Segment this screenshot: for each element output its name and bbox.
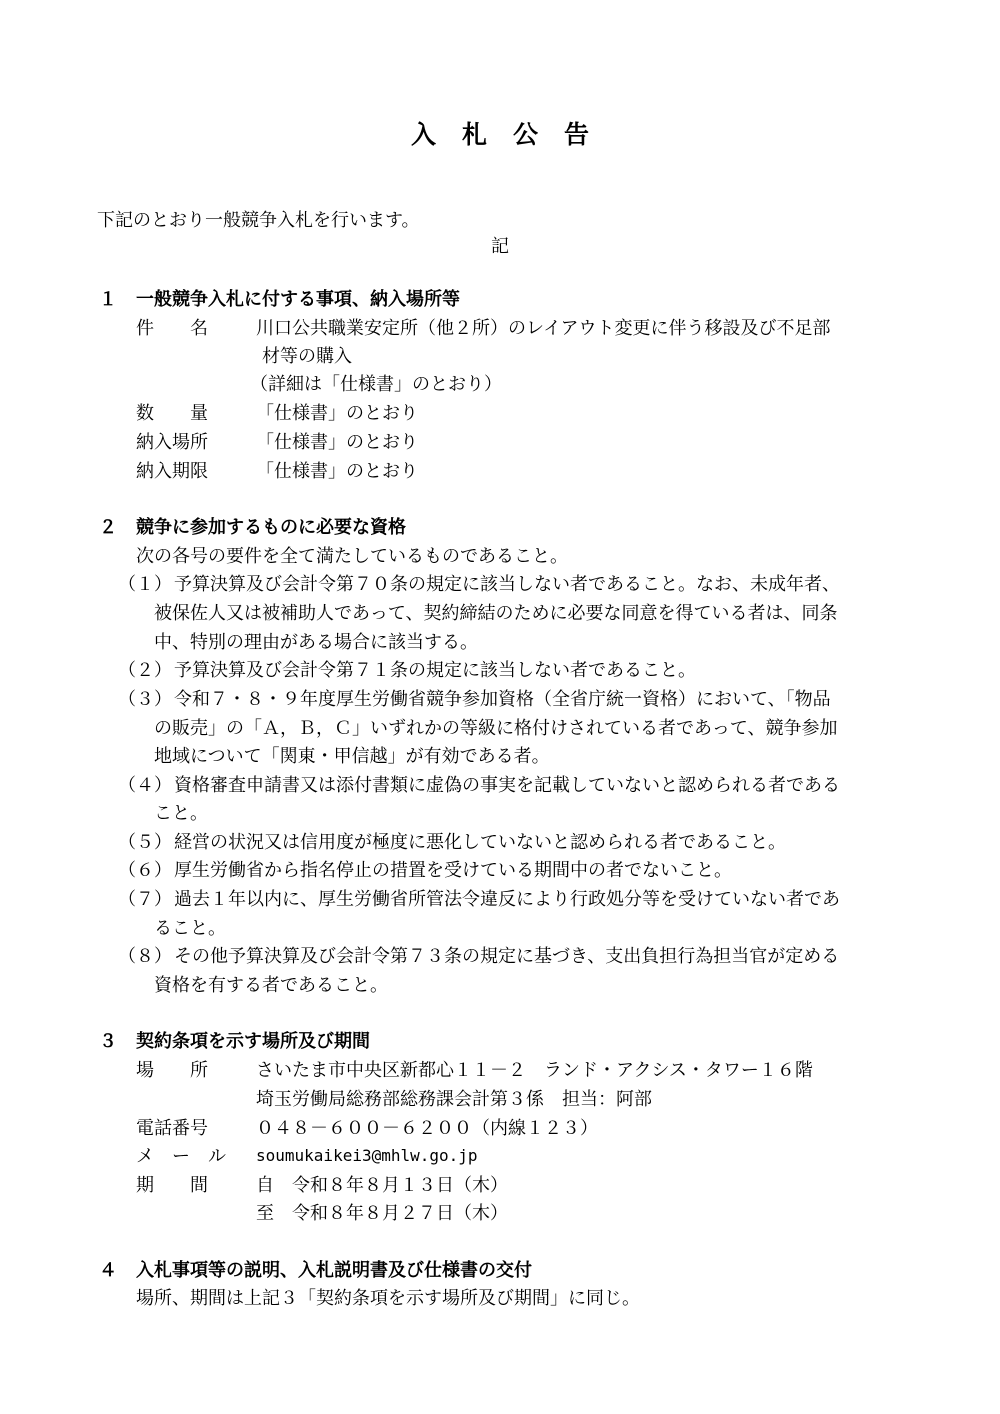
requirement-2-line1: 予算決算及び会計令第７１条の規定に該当しない者であること。 [174,660,696,681]
section-3-heading: 契約条項を示す場所及び期間 [136,1031,370,1052]
requirement-1-line3: 中、特別の理由がある場合に該当する。 [154,632,478,653]
requirement-8-line1: その他予算決算及び会計令第７３条の規定に基づき、支出負担行為担当官が定める [174,946,840,967]
item-name-value-line1: 川口公共職業安定所（他２所）のレイアウト変更に伴う移設及び不足部 [256,318,831,339]
delivery-place-value: 「仕様書」のとおり [256,432,418,453]
requirement-1-line2: 被保佐人又は被補助人であって、契約締結のために必要な同意を得ている者は、同条 [154,603,838,624]
email-label: メ ー ル [136,1146,226,1167]
quantity-label: 数 量 [136,403,208,424]
requirement-8-line2: 資格を有する者であること。 [154,975,388,996]
section-2-heading: 競争に参加するものに必要な資格 [136,517,406,538]
contract-place-value-line2: 埼玉労働局総務部総務課会計第３係 担当：阿部 [256,1089,652,1110]
period-to: 至 令和８年８月２７日（木） [256,1203,508,1224]
requirement-2-mark: （２） [118,660,172,681]
phone-label: 電話番号 [136,1118,208,1139]
period-label: 期 間 [136,1175,208,1196]
requirement-5-line1: 経営の状況又は信用度が極度に悪化していないと認められる者であること。 [174,832,786,853]
requirement-3-mark: （３） [118,689,172,710]
requirement-8-mark: （８） [118,946,172,967]
requirement-7-mark: （７） [118,889,172,910]
contract-place-value-line1: さいたま市中央区新都心１１－２ ランド・アクシス・タワー１６階 [256,1060,813,1081]
section-1-heading: 一般競争入札に付する事項、納入場所等 [136,289,460,310]
section-1-number: １ [99,289,117,310]
section-4-body: 場所、期間は上記３「契約条項を示す場所及び期間」に同じ。 [136,1288,640,1309]
delivery-place-label: 納入場所 [136,432,208,453]
ki-mark: 記 [491,236,509,257]
requirement-4-mark: （４） [118,775,172,796]
requirement-3-line1: 令和７・８・９年度厚生労働省競争参加資格（全省庁統一資格）において、「物品 [174,689,831,710]
requirement-7-line1: 過去１年以内に、厚生労働省所管法令違反により行政処分等を受けていない者であ [174,889,840,910]
phone-value: ０４８－６００－６２００（内線１２３） [256,1118,598,1139]
delivery-deadline-value: 「仕様書」のとおり [256,461,418,482]
item-name-value-line3: （詳細は「仕様書」のとおり） [250,374,502,395]
requirement-6-line1: 厚生労働省から指名停止の措置を受けている期間中の者でないこと。 [174,860,732,881]
requirement-4-line1: 資格審査申請書又は添付書類に虚偽の事実を記載していないと認められる者である [174,775,840,796]
item-name-value-line2: 材等の購入 [262,346,352,367]
section-3-number: ３ [99,1031,117,1052]
item-name-label: 件 名 [136,318,208,339]
requirement-4-line2: こと。 [154,803,208,824]
requirement-1-line1: 予算決算及び会計令第７０条の規定に該当しない者であること。なお、未成年者、 [174,574,840,595]
section-2-number: ２ [99,517,117,538]
section-2-lead: 次の各号の要件を全て満たしているものであること。 [136,546,568,567]
page-title: 入札公告 [410,120,615,149]
requirement-1-mark: （１） [118,574,172,595]
requirement-6-mark: （６） [118,860,172,881]
contract-place-label: 場 所 [136,1060,208,1081]
intro-text: 下記のとおり一般競争入札を行います。 [97,210,420,231]
section-4-number: ４ [99,1260,117,1281]
section-4-heading: 入札事項等の説明、入札説明書及び仕様書の交付 [136,1260,532,1281]
email-value[interactable]: soumukaikei3@mhlw.go.jp [256,1146,478,1165]
requirement-7-line2: ること。 [154,918,226,939]
delivery-deadline-label: 納入期限 [136,461,208,482]
quantity-value: 「仕様書」のとおり [256,403,418,424]
requirement-5-mark: （５） [118,832,172,853]
requirement-3-line3: 地域について「関東・甲信越」が有効である者。 [154,746,550,767]
period-from: 自 令和８年８月１３日（木） [256,1175,508,1196]
requirement-3-line2: の販売」の「Ａ，Ｂ，Ｃ」いずれかの等級に格付けされている者であって、競争参加 [154,718,838,739]
